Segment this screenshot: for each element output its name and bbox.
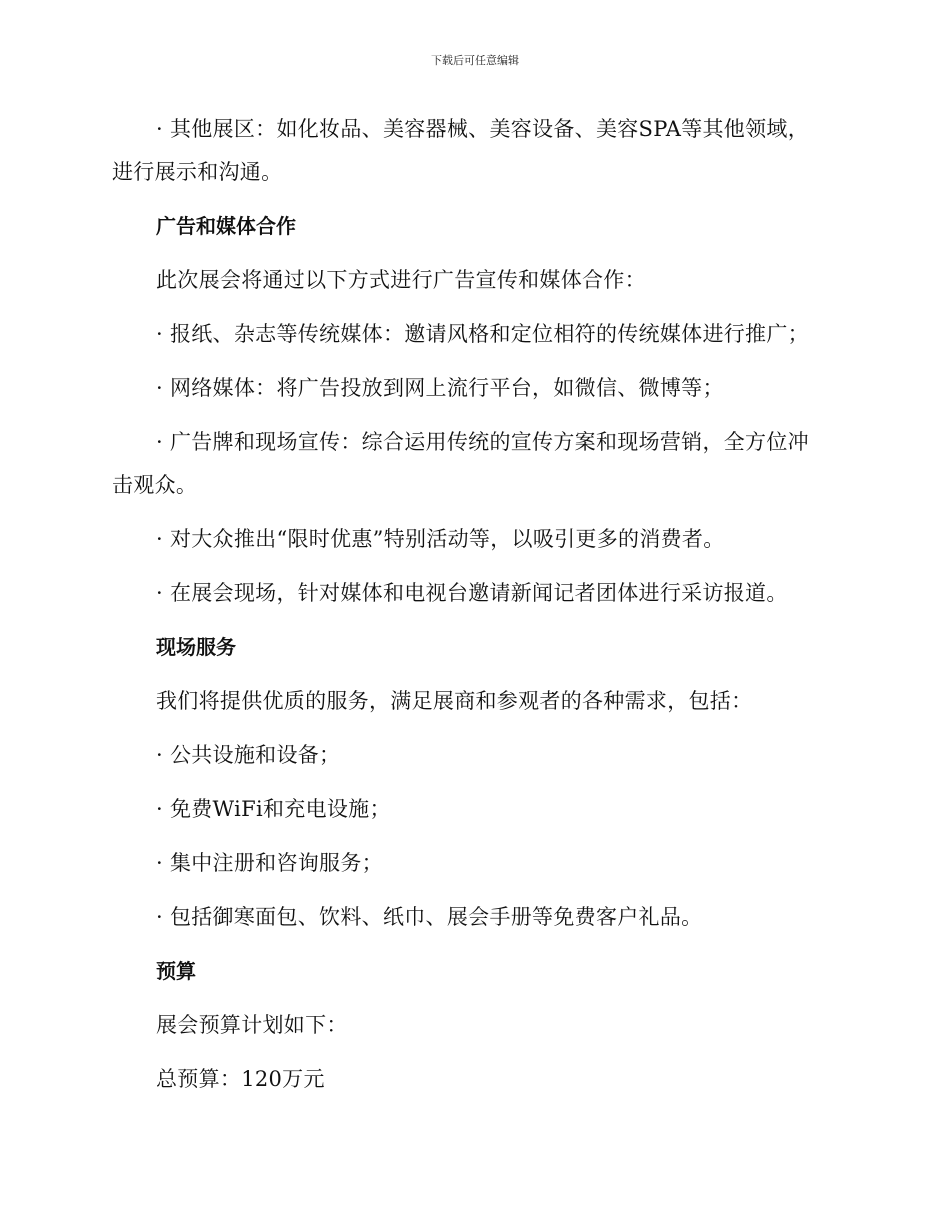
section-heading-budget: 预算 — [156, 959, 196, 983]
bullet-billboard-onsite: · 广告牌和现场宣传：综合运用传统的宣传方案和现场营销，全方位冲击观众。 — [112, 430, 809, 497]
bullet-free-wifi: · 免费WiFi和充电设施； — [156, 797, 391, 821]
bullet-online-media: · 网络媒体：将广告投放到网上流行平台，如微信、微博等； — [156, 376, 724, 400]
bullet-press-coverage: · 在展会现场，针对媒体和电视台邀请新闻记者团体进行采访报道。 — [156, 581, 788, 605]
bullet-traditional-media: · 报纸、杂志等传统媒体：邀请风格和定位相符的传统媒体进行推广； — [156, 322, 809, 346]
document-body — [112, 108, 827, 1112]
service-intro: 我们将提供优质的服务，满足展商和参观者的各种需求，包括： — [156, 689, 753, 713]
section-heading-advertising-media: 广告和媒体合作 — [156, 214, 296, 238]
bullet-free-gifts: · 包括御寒面包、饮料、纸巾、展会手册等免费客户礼品。 — [156, 905, 703, 929]
page-header: 下载后可任意编辑 — [431, 54, 519, 67]
bullet-public-facilities: · 公共设施和设备； — [156, 743, 341, 767]
bullet-other-exhibition-area: · 其他展区：如化妆品、美容器械、美容设备、美容SPA等其他领域，进行展示和沟通。 — [112, 117, 810, 184]
bullet-registration: · 集中注册和咨询服务； — [156, 851, 383, 875]
budget-total: 总预算：120万元 — [156, 1067, 325, 1091]
section-heading-onsite-service: 现场服务 — [156, 635, 236, 659]
advertising-intro: 此次展会将通过以下方式进行广告宣传和媒体合作： — [156, 268, 646, 292]
budget-intro: 展会预算计划如下： — [156, 1013, 348, 1037]
bullet-limited-offer: · 对大众推出“限时优惠”特别活动等，以吸引更多的消费者。 — [156, 527, 725, 551]
